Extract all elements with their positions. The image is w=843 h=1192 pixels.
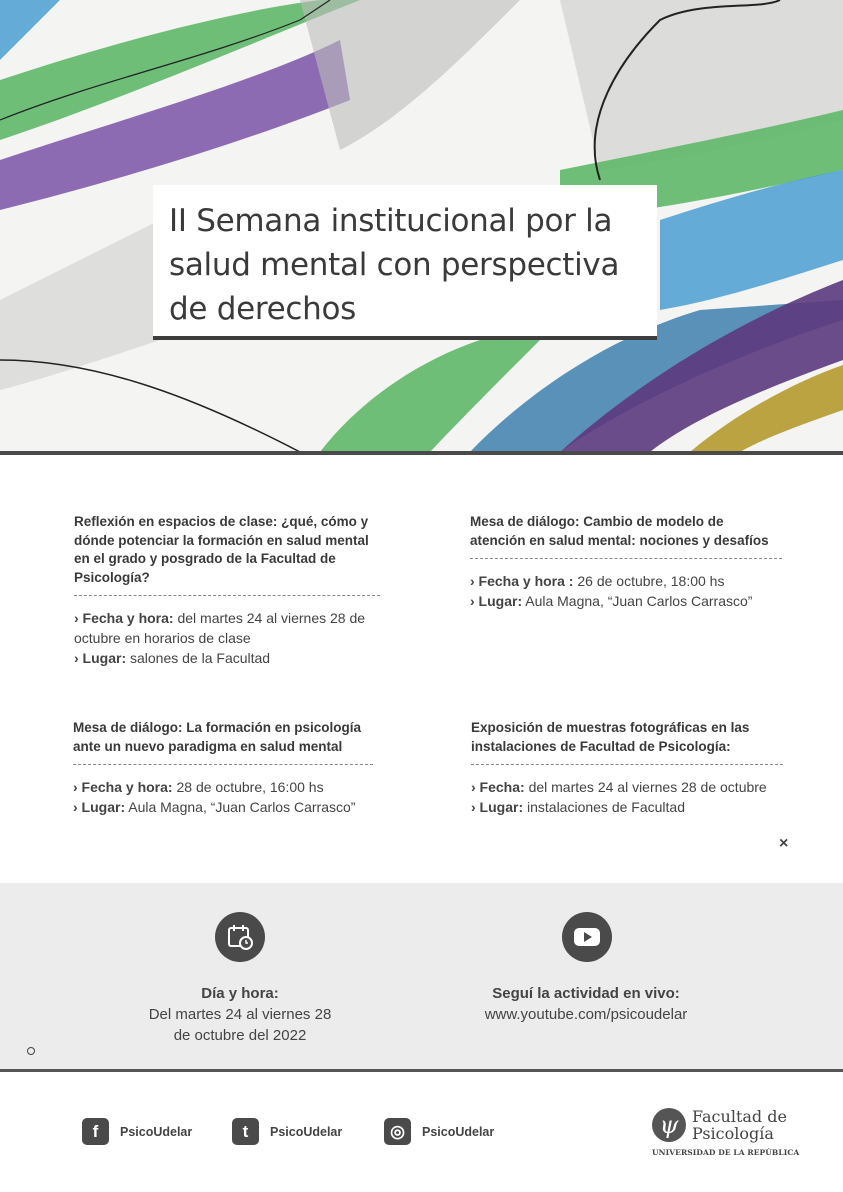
page-title: II Semana institucional por la salud mental con perspectiva de derechos	[169, 203, 620, 327]
event-title: Exposición de muestras fotográficas en las instalaciones de Facultad de Psicología:	[471, 720, 750, 754]
event-date: › Fecha y hora: 28 de octubre, 16:00 hs	[73, 779, 324, 795]
event-place: › Lugar: salones de la Facultad	[74, 650, 271, 666]
event-place: › Lugar: instalaciones de Facultad	[471, 799, 685, 815]
divider	[0, 451, 843, 455]
calendar-clock-icon	[215, 912, 265, 962]
event-date: › Fecha y hora: del martes 24 al viernes 28 de octubre en horarios de clase	[74, 610, 366, 646]
dashed-divider	[471, 764, 783, 765]
dashed-divider	[74, 595, 380, 596]
event-2	[470, 513, 782, 611]
event-title: Mesa de diálogo: Cambio de modelo de atención en salud mental: nociones y desafíos	[470, 514, 769, 548]
facebook-icon: f	[82, 1118, 109, 1145]
circle-icon	[27, 1047, 35, 1055]
event-place: › Lugar: Aula Magna, “Juan Carlos Carrasco”	[470, 593, 753, 609]
event-place: › Lugar: Aula Magna, “Juan Carlos Carrasco”	[73, 799, 356, 815]
title-box	[153, 185, 657, 340]
event-1	[74, 513, 380, 668]
event-4	[471, 719, 783, 817]
youtube-link[interactable]: www.youtube.com/psicoudelar	[484, 1006, 688, 1023]
event-3	[73, 719, 373, 817]
event-title: Mesa de diálogo: La formación en psicología ante un nuevo paradigma en salud mental	[73, 720, 362, 754]
divider	[0, 1069, 843, 1072]
live-info: Seguí la actividad en vivo: www.youtube.com/psicoudelar	[446, 983, 726, 1025]
schedule-info: Día y hora: Del martes 24 al viernes 28 de octubre del 2022	[148, 985, 332, 1044]
twitter-icon: t	[232, 1118, 259, 1145]
hero-banner	[0, 0, 843, 452]
social-facebook[interactable]: f PsicoUdelar	[82, 1118, 192, 1145]
facultad-logo: ψ Facultad de Psicología UNIVERSIDAD DE LA REPÚBLICA	[652, 1107, 800, 1157]
event-date: › Fecha y hora : 26 de octubre, 18:00 hs	[470, 573, 725, 589]
instagram-icon: ◎	[384, 1118, 411, 1145]
dashed-divider	[470, 558, 782, 559]
close-icon: ×	[779, 835, 789, 852]
dashed-divider	[73, 764, 373, 765]
event-date: › Fecha: del martes 24 al viernes 28 de octubre	[471, 779, 767, 795]
social-instagram[interactable]: ◎ PsicoUdelar	[384, 1118, 494, 1145]
social-twitter[interactable]: t PsicoUdelar	[232, 1118, 342, 1145]
event-title: Reflexión en espacios de clase: ¿qué, cómo y dónde potenciar la formación en salud mental en el grado y posgrado de la Facultad de Psicología?	[74, 514, 369, 585]
psi-logo-icon: ψ	[652, 1108, 686, 1142]
youtube-icon[interactable]	[562, 912, 612, 962]
